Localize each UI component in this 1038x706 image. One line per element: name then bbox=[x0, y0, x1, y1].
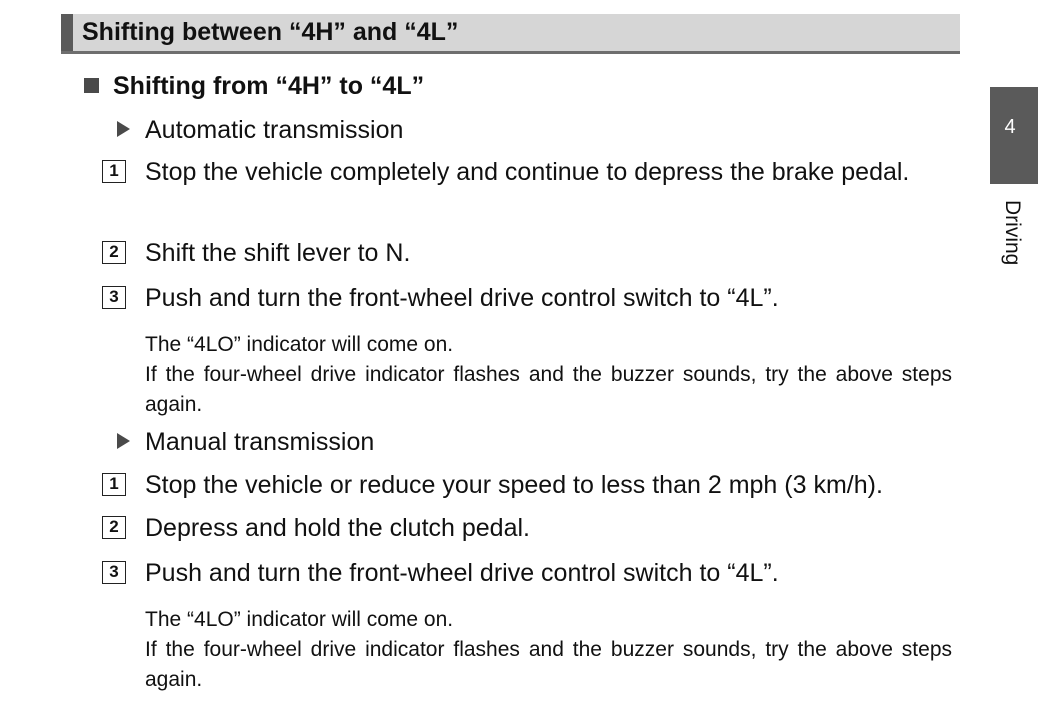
step-number-badge: 2 bbox=[102, 516, 126, 539]
manual-note bbox=[145, 605, 952, 695]
manual-transmission-heading bbox=[117, 427, 374, 457]
chapter-number: 4 bbox=[1004, 116, 1016, 138]
step-text: Stop the vehicle or reduce your speed to less than 2 mph (3 km/h). bbox=[145, 471, 883, 499]
subsection-heading bbox=[84, 70, 424, 102]
subsection-title: Shifting from “4H” to “4L” bbox=[113, 72, 425, 100]
header-accent-bar bbox=[61, 14, 73, 51]
step-text: Push and turn the front-wheel drive control switch to “4L”. bbox=[145, 559, 779, 587]
step-number-badge: 2 bbox=[102, 241, 126, 264]
triangle-bullet-icon bbox=[117, 121, 130, 137]
step-number-badge: 3 bbox=[102, 286, 126, 309]
automatic-transmission-heading bbox=[117, 115, 403, 145]
note-retry-text: If the four-wheel drive indicator flashes and the buzzer sounds, try the above steps again. bbox=[145, 638, 952, 691]
chapter-label: Driving bbox=[1001, 200, 1024, 266]
section-title: Shifting between “4H” and “4L” bbox=[82, 18, 459, 46]
note-indicator-text: The “4LO” indicator will come on. bbox=[145, 608, 454, 631]
step-text: Push and turn the front-wheel drive control switch to “4L”. bbox=[145, 284, 779, 312]
step-text: Depress and hold the clutch pedal. bbox=[145, 514, 530, 542]
step-number-badge: 1 bbox=[102, 160, 126, 183]
section-header bbox=[61, 14, 960, 54]
step-text: Shift the shift lever to N. bbox=[145, 239, 411, 267]
step-text: Stop the vehicle completely and continue to depress the brake pedal. bbox=[145, 158, 910, 186]
auto-note bbox=[145, 330, 952, 420]
note-retry-text: If the four-wheel drive indicator flashes and the buzzer sounds, try the above steps again. bbox=[145, 363, 952, 416]
note-indicator-text: The “4LO” indicator will come on. bbox=[145, 333, 454, 356]
square-bullet-icon bbox=[84, 78, 99, 93]
step-number-badge: 1 bbox=[102, 473, 126, 496]
automatic-transmission-label: Automatic transmission bbox=[145, 116, 404, 144]
chapter-tab bbox=[990, 87, 1038, 184]
manual-transmission-label: Manual transmission bbox=[145, 428, 375, 456]
step-number-badge: 3 bbox=[102, 561, 126, 584]
triangle-bullet-icon bbox=[117, 433, 130, 449]
